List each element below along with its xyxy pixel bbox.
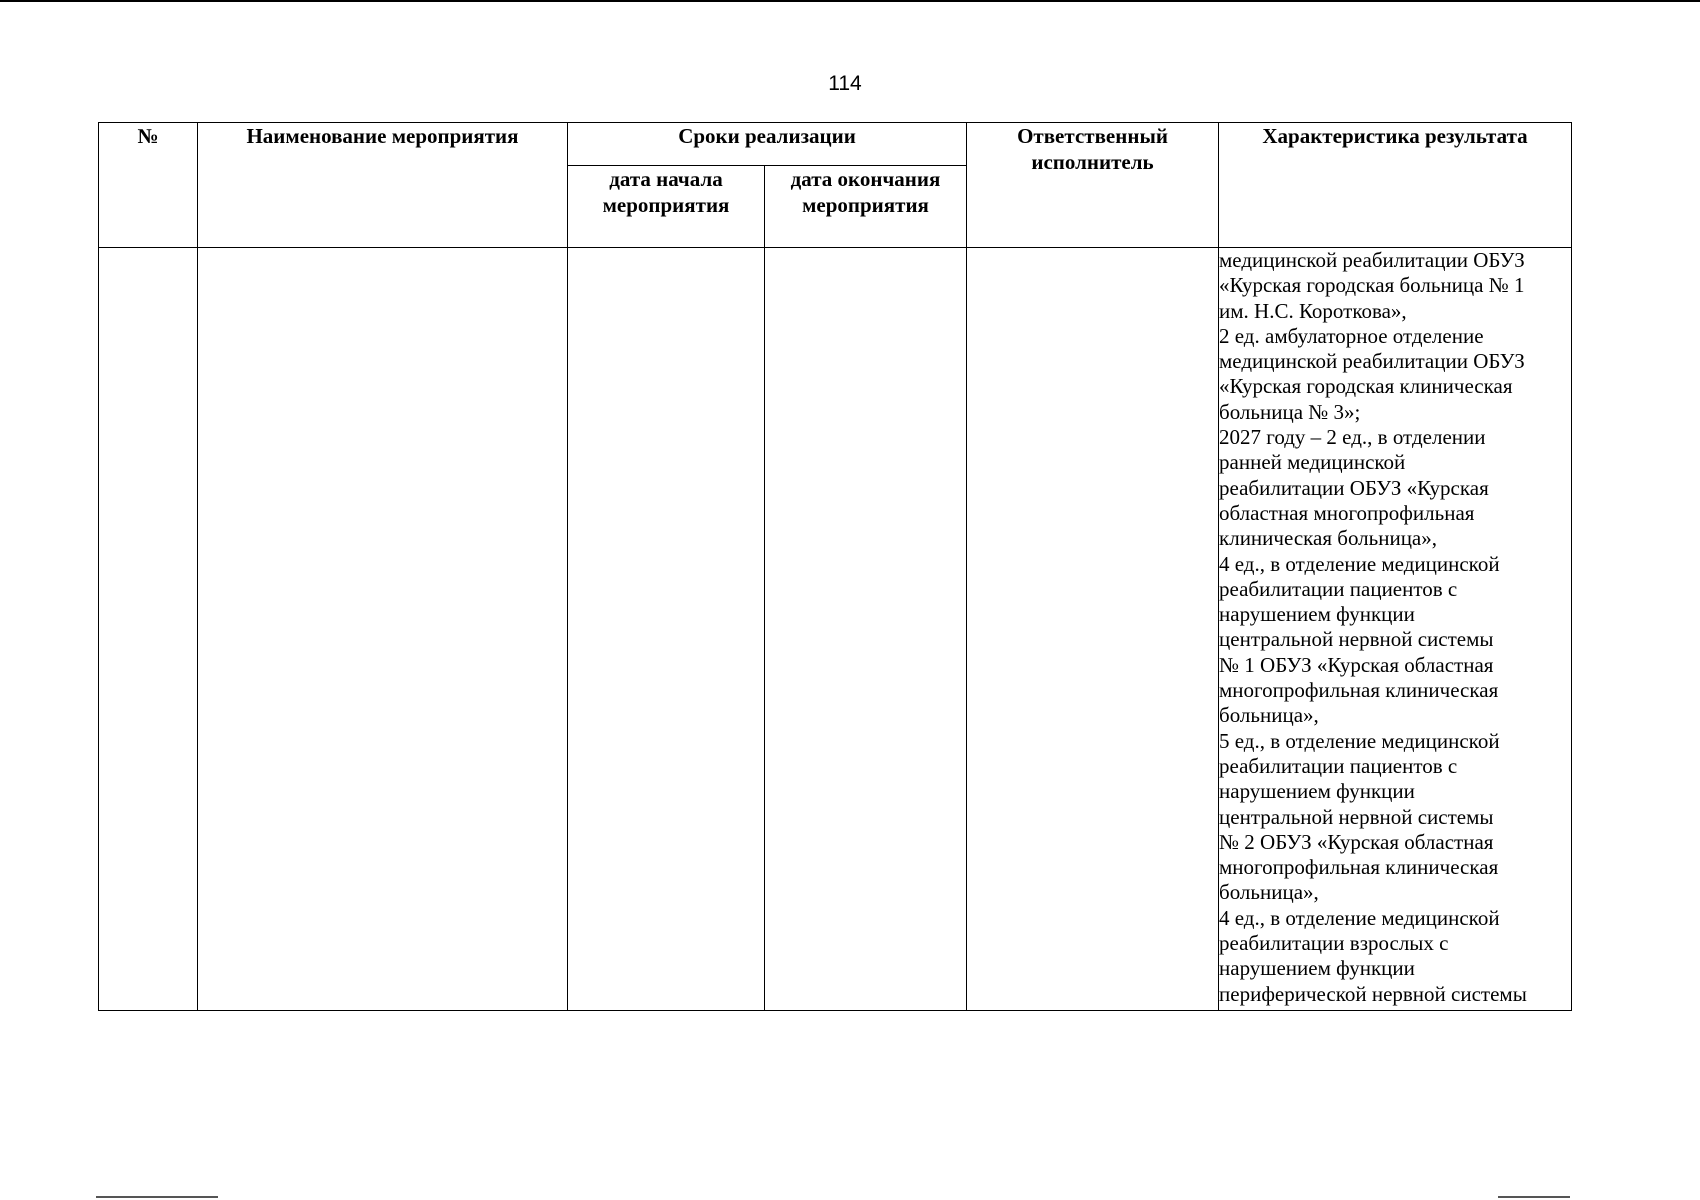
- result-line: нарушением функции: [1219, 779, 1415, 804]
- result-line: ранней медицинской: [1219, 450, 1406, 475]
- result-line: реабилитации пациентов с: [1219, 576, 1458, 601]
- header-end-date: дата окончания мероприятия: [765, 166, 967, 248]
- cell-start-date: [568, 248, 765, 1011]
- result-line: реабилитации взрослых с: [1219, 931, 1449, 956]
- bottom-scan-mark: [96, 1196, 218, 1198]
- result-line: реабилитации ОБУЗ «Курская: [1219, 475, 1489, 500]
- header-responsible: Ответственный исполнитель: [967, 123, 1219, 248]
- result-line: периферической нервной системы: [1219, 981, 1527, 1006]
- result-line: № 2 ОБУЗ «Курская областная: [1219, 829, 1494, 854]
- page-number: 114: [828, 72, 862, 95]
- cell-end-date: [765, 248, 967, 1011]
- result-line: центральной нервной системы: [1219, 627, 1494, 652]
- result-line: медицинской реабилитации ОБУЗ: [1219, 248, 1525, 272]
- result-line: больница № 3»;: [1219, 399, 1361, 424]
- result-line: многопрофильная клиническая: [1219, 855, 1499, 880]
- result-line: многопрофильная клиническая: [1219, 678, 1499, 703]
- result-line: 2 ед. амбулаторное отделение: [1219, 323, 1484, 348]
- result-line: больница»,: [1219, 880, 1319, 905]
- result-text: [1219, 248, 1571, 1007]
- cell-number: [99, 248, 198, 1011]
- header-result: Характеристика результата: [1219, 123, 1572, 248]
- result-line: нарушением функции: [1219, 602, 1415, 627]
- header-event-name: Наименование мероприятия: [198, 123, 568, 248]
- cell-result: [1219, 248, 1572, 1011]
- header-timeframe: Сроки реализации: [568, 123, 967, 166]
- result-line: больница»,: [1219, 703, 1319, 728]
- table-row: [99, 248, 1572, 1011]
- result-line: областная многопрофильная: [1219, 500, 1475, 525]
- result-line: 5 ед., в отделение медицинской: [1219, 728, 1500, 753]
- cell-responsible: [967, 248, 1219, 1011]
- top-scan-border: [0, 0, 1700, 2]
- header-number: №: [99, 123, 198, 248]
- events-table: [98, 122, 1572, 1011]
- result-line: «Курская городская клиническая: [1219, 374, 1513, 399]
- result-line: 2027 году – 2 ед., в отделении: [1219, 425, 1486, 450]
- result-line: реабилитации пациентов с: [1219, 753, 1458, 778]
- result-line: центральной нервной системы: [1219, 804, 1494, 829]
- result-line: клиническая больница»,: [1219, 526, 1438, 551]
- result-line: медицинской реабилитации ОБУЗ: [1219, 349, 1525, 374]
- result-line: № 1 ОБУЗ «Курская областная: [1219, 652, 1494, 677]
- result-line: нарушением функции: [1219, 956, 1415, 981]
- table-header-row: [99, 123, 1572, 166]
- header-start-date: дата начала мероприятия: [568, 166, 765, 248]
- bottom-scan-mark: [1498, 1196, 1570, 1198]
- result-line: им. Н.С. Короткова»,: [1219, 298, 1407, 323]
- result-line: 4 ед., в отделение медицинской: [1219, 551, 1500, 576]
- result-line: 4 ед., в отделение медицинской: [1219, 905, 1500, 930]
- cell-event-name: [198, 248, 568, 1011]
- result-line: «Курская городская больница № 1: [1219, 273, 1525, 298]
